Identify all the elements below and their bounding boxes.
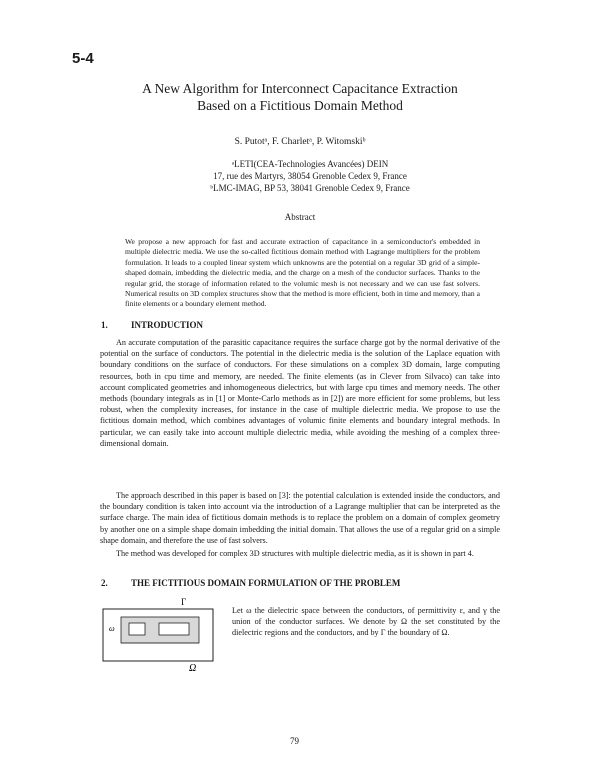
section-2-number: 2. bbox=[101, 578, 108, 588]
omega-small-label: ω bbox=[109, 624, 115, 633]
affiliation-1: ᵃLETI(CEA-Technologies Avancées) DEIN bbox=[231, 159, 389, 169]
abstract-text: We propose a new approach for fast and accurate extraction of capacitance in a semiconductor's embedded in multiple dielectric media. We use the so-called fictitious domain method with Lagrange multipliers for the problem formulation. It leads to a coupled linear system which unknowns are the potential on a regular 3D grid of a simple-shaped domain, imbedding the dielectric media, and the charge on a mesh of the conductor surfaces. Thanks to the regular grid, the storage of information related to the volumic mesh is not necessary and we can use fast solvers. Numerical results on 3D complex structures show that the method is more efficient, both in time and memory, than a finite elements or a boundary element method. bbox=[125, 237, 480, 309]
affiliation-2: 17, rue des Martyrs, 38054 Grenoble Cedex 9, France bbox=[213, 171, 407, 181]
conductor-1 bbox=[129, 623, 145, 635]
section-2-title: THE FICTITIOUS DOMAIN FORMULATION OF THE PROBLEM bbox=[131, 578, 401, 588]
title-line-2: Based on a Fictitious Domain Method bbox=[197, 98, 403, 113]
conductor-2 bbox=[159, 623, 189, 635]
affiliations bbox=[180, 158, 440, 194]
section-2-paragraph: Let ω the dielectric space between the conductors, of permittivity ε, and γ the union of the conductor surfaces. We denote by Ω the set constituted by the dielectric regions and the conductors, and by Γ the boundary of Ω. bbox=[232, 606, 500, 638]
title-line-1: A New Algorithm for Interconnect Capacitance Extraction bbox=[142, 81, 458, 96]
intro-paragraph-1: An accurate computation of the parasitic capacitance requires the surface charge got by the normal derivative of the potential on the surface of conductors. The potential in the dielectric media is the solution of the Laplace equation with boundary conditions on the surface of conductors. For these simulations on a complex 3D domain, large computing resources, both in cpu time and memory, are needed. The finite elements (as in Clever from Silvaco) can take into account complicated geometries and inhomogeneous dielectrics, but with large cpu times and memory needs. The other methods (boundary integrals as in [1] or Monte-Carlo methods as in [2]) are more efficient for some problems, but less robust, when the complexity increases, for instance in the case of multiple dielectric media. We propose to use the fictitious domain method, which combines advantages of volumic finite elements and boundary integral methods. In particular, we can easily take into account multiple dielectric media, while avoiding the meshing of a complex three-dimensional domain. bbox=[100, 338, 500, 448]
section-1-number: 1. bbox=[101, 320, 108, 330]
page-number: 79 bbox=[290, 736, 299, 746]
paper-title bbox=[100, 80, 500, 114]
intro-paragraph-2: The approach described in this paper is based on [3]: the potential calculation is extended inside the conductors, and the boundary condition is taken into account via the introduction of a Lagrange multiplier that can be interpreted as the surface charge. The main idea of fictitious domain methods is to replace the problem on a domain of complex geometry by another one on a simple shape domain imbedding the initial domain. That allows the use of a regular grid on a simple shape domain, and therefore the use of fast solvers. bbox=[100, 491, 500, 545]
affiliation-3: ᵇLMC-IMAG, BP 53, 38041 Grenoble Cedex 9, France bbox=[210, 183, 410, 193]
gamma-label: Γ bbox=[181, 597, 187, 607]
section-1-heading bbox=[101, 320, 203, 330]
section-2-heading bbox=[101, 578, 400, 588]
domain-figure bbox=[97, 595, 221, 673]
intro-paragraph-3: The method was developed for complex 3D structures with multiple dielectric media, as it is shown in part 4. bbox=[116, 549, 474, 558]
session-label: 5-4 bbox=[72, 50, 94, 67]
authors: S. Putotᵃ, F. Charletᵃ, P. Witomskiᵇ bbox=[234, 137, 366, 147]
abstract-heading: Abstract bbox=[284, 212, 316, 222]
section-1-title: INTRODUCTION bbox=[131, 320, 204, 330]
omega-big-label: Ω bbox=[189, 663, 197, 673]
